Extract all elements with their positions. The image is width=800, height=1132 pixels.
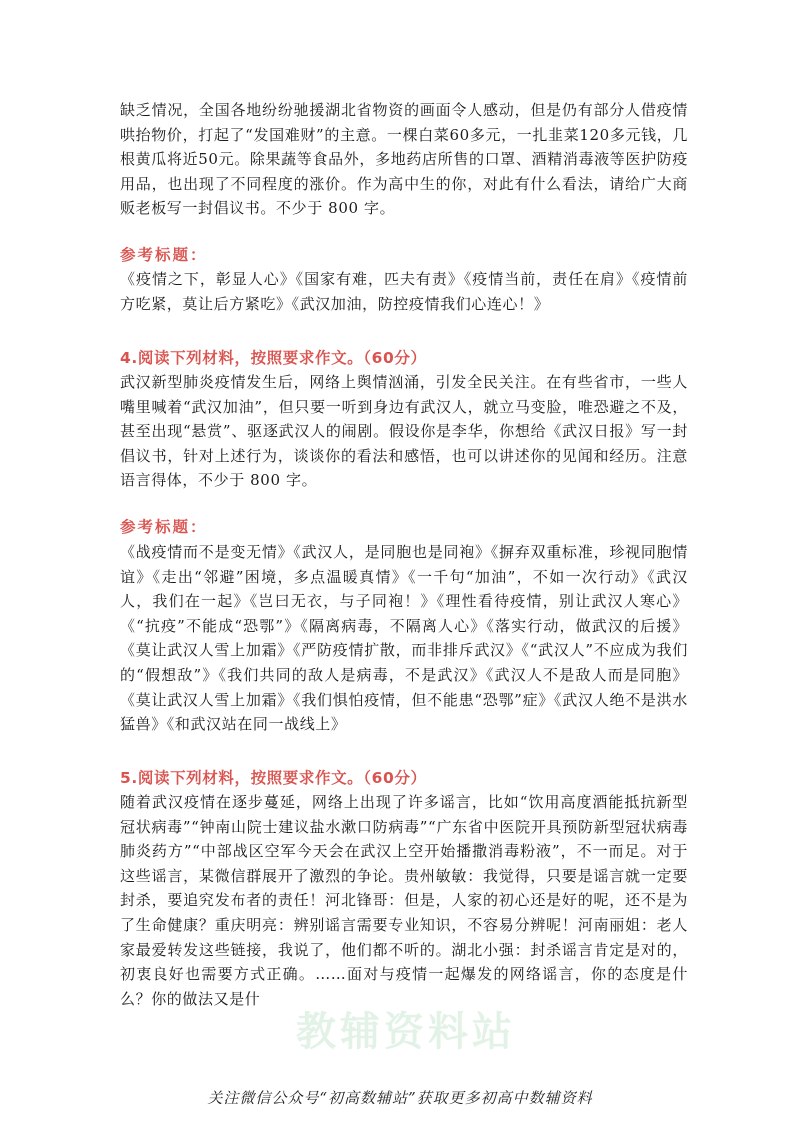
question-5-material: 随着武汉疫情在逐步蔓延，网络上出现了许多谣言，比如“饮用高度酒能抵抗新型冠状病毒”“钟南山院士建议盐水漱口防病毒”“广东省中医院开具预防新型冠状病毒肺炎药方”“中部战区空军今天会在武汉上空开始播撒消毒粉液”，不一而足。对于这些谣言，某微信群展开了激烈的争论。贵州敏敏：我觉得，只要是谣言就一定要封杀，要追究发布者的责任！河北锋哥：但是，人家的初心还是好的呢，还不是为了生命健康？重庆明亮：辨别谣言需要专业知识，不容易分辨呢！河南丽姐：老人家最爱转发这些链接，我说了，他们都不听的。湖北小强：封杀谣言肯定是对的，初衷良好也需要方式正确。……面对与疫情一起爆发的网络谣言，你的态度是什么？你的做法又是什	[120, 793, 688, 1008]
reference-titles-heading: 参考标题：	[120, 246, 208, 264]
reference-titles-list: 《疫情之下，彰显人心》《国家有难，匹夫有责》《疫情当前，责任在肩》《疫情前方吃紧，莫让后方紧吃》《武汉加油，防控疫情我们心连心！》	[120, 270, 688, 313]
question-4-heading: 4.阅读下列材料，按照要求作文。（60分）	[120, 349, 427, 367]
question-4-material: 武汉新型肺炎疫情发生后，网络上舆情汹涌，引发全民关注。在有些省市，一些人嘴里喊着“武汉加油”，但只要一听到身边有武汉人，就立马变脸，唯恐避之不及，甚至出现“悬赏”、驱逐武汉人的闹剧。假设你是李华，你想给《武汉日报》写一封倡议书，针对上述行为，谈谈你的看法和感悟，也可以讲述你的见闻和经历。注意语言得体，不少于 800 字。	[120, 373, 688, 490]
intro-paragraph: 缺乏情况，全国各地纷纷驰援湖北省物资的画面令人感动，但是仍有部分人借疫情哄抬物价，打起了“发国难财”的主意。一棵白菜60多元，一扎韭菜120多元钱，几根黄瓜将近50元。除果蔬等食品外，多地药店所售的口罩、酒精消毒液等医护防疫用品，也出现了不同程度的涨价。作为高中生的你，对此有什么看法，请给广大商贩老板写一封倡议书。不少于 800 字。	[120, 101, 688, 218]
reference-titles-heading: 参考标题：	[120, 518, 208, 536]
page-footer: 关注微信公众号“初高数辅站”获取更多初高中数辅资料	[207, 1089, 593, 1107]
watermark-logo: 教辅资料站	[296, 1009, 516, 1055]
question-5-heading: 5.阅读下列材料，按照要求作文。（60分）	[120, 769, 427, 787]
reference-titles-list: 《战疫情而不是变无情》《武汉人，是同胞也是同袍》《摒弃双重标准，珍视同胞情谊》《走出“邻避”困境，多点温暖真情》《一千句“加油”，不如一次行动》《武汉人，我们在一起》《岂曰无衣，与子同袍！》《理性看待疫情，别让武汉人寒心》《“抗疫”不能成“恐鄂”》《隔离病毒，不隔离人心》《落实行动，做武汉的后援》《莫让武汉人雪上加霜》《严防疫情扩散，而非排斥武汉》《“武汉人”不应成为我们的“假想敌”》《我们共同的敌人是病毒，不是武汉》《武汉人不是敌人而是同胞》《莫让武汉人雪上加霜》《我们惧怕疫情，但不能患“恐鄂”症》《武汉人绝不是洪水猛兽》《和武汉站在同一战线上》	[120, 543, 688, 734]
